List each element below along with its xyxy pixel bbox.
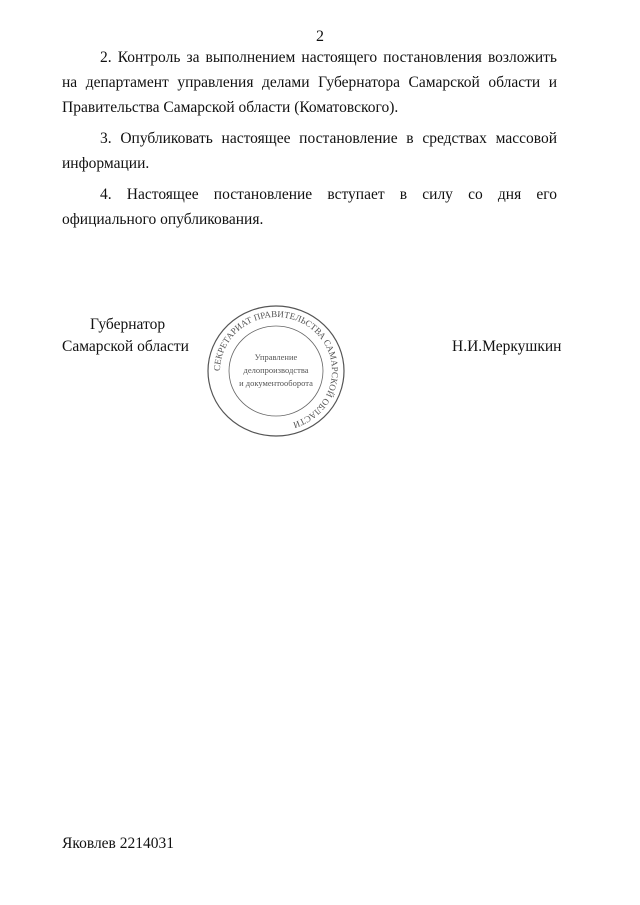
document-body <box>62 45 557 238</box>
stamp-line: делопроизводства <box>243 365 309 375</box>
paragraph-4: 4. Настоящее постановление вступает в силу со дня его официального опубликования. <box>62 186 557 228</box>
signatory-region: Самарской области <box>62 338 189 355</box>
signatory-name: Н.И.Меркушкин <box>452 338 562 355</box>
stamp-line: Управление <box>254 352 298 362</box>
paragraph-3: 3. Опубликовать настоящее постановление в средствах массовой информации. <box>62 130 557 172</box>
page-number: 2 <box>316 28 324 45</box>
paragraph-2: 2. Контроль за выполнением настоящего постановления возложить на департамент управления делами Губернатора Самарской области и Правительства Самарской области (Коматовского). <box>62 49 557 116</box>
footer-executor: Яковлев 2214031 <box>62 835 175 852</box>
official-stamp <box>206 304 346 438</box>
stamp-ring-text: СЕКРЕТАРИАТ ПРАВИТЕЛЬСТВА САМАРСКОЙ ОБЛАСТИ <box>211 308 341 431</box>
stamp-line: и документооборота <box>239 378 313 388</box>
signatory-title: Губернатор <box>90 316 166 333</box>
